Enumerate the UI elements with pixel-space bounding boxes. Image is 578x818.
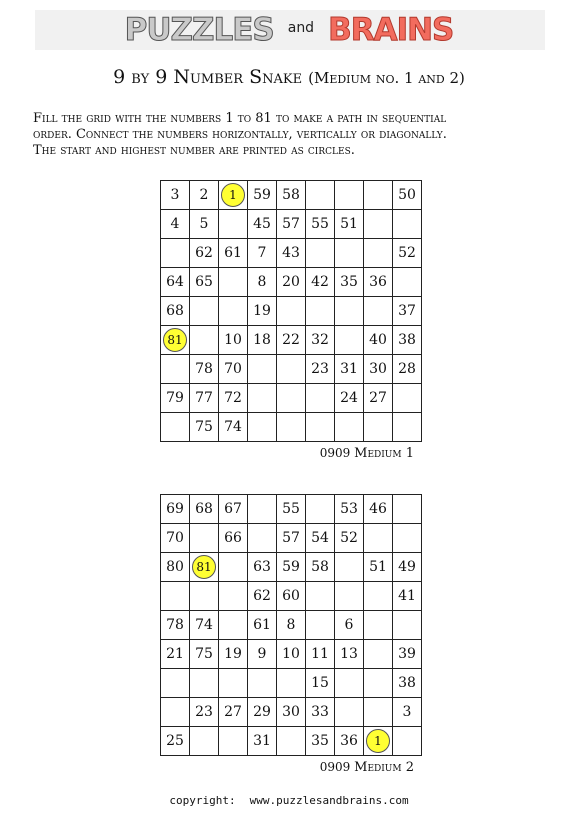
grid-cell-given[interactable]: 38 [393, 326, 422, 355]
grid-cell-given[interactable]: 49 [393, 553, 422, 582]
grid-cell-empty[interactable] [219, 611, 248, 640]
grid-cell-empty[interactable] [190, 524, 219, 553]
grid-cell-given[interactable]: 59 [248, 181, 277, 210]
grid-cell-empty[interactable] [393, 384, 422, 413]
grid-cell-empty[interactable] [306, 181, 335, 210]
site-logo [0, 12, 578, 48]
grid-cell-given[interactable]: 37 [393, 297, 422, 326]
grid-cell-empty[interactable] [277, 669, 306, 698]
copyright-label: copyright: [169, 794, 236, 807]
grid-cell-empty[interactable] [161, 669, 190, 698]
grid-cell-given[interactable]: 13 [335, 640, 364, 669]
grid-cell-empty[interactable] [248, 384, 277, 413]
logo-word-puzzles: PUZZLES [124, 12, 274, 48]
grid-cell-given[interactable]: 50 [393, 181, 422, 210]
grid-cell-given[interactable]: 5 [190, 210, 219, 239]
grid-cell-given[interactable]: 11 [306, 640, 335, 669]
grid-cell-given[interactable]: 2 [190, 181, 219, 210]
grid-cell-given[interactable]: 75 [190, 413, 219, 442]
puzzle-grid-medium-1 [160, 180, 422, 442]
grid-cell-empty[interactable] [335, 413, 364, 442]
grid-cell-given[interactable]: 41 [393, 582, 422, 611]
grid-cell-given[interactable]: 10 [219, 326, 248, 355]
grid-cell-given[interactable]: 72 [219, 384, 248, 413]
grid-cell-empty[interactable] [306, 582, 335, 611]
grid-cell-given[interactable]: 22 [277, 326, 306, 355]
grid-cell-given[interactable]: 77 [190, 384, 219, 413]
grid-cell-given[interactable]: 3 [161, 181, 190, 210]
grid-cell-given[interactable]: 46 [364, 495, 393, 524]
grid-cell-empty[interactable] [364, 640, 393, 669]
grid-row [161, 239, 422, 268]
grid-cell-empty[interactable] [190, 727, 219, 756]
grid-cell-empty[interactable] [161, 698, 190, 727]
grid-cell-given[interactable]: 18 [248, 326, 277, 355]
grid-cell-given[interactable]: 23 [190, 698, 219, 727]
grid-cell-given[interactable]: 63 [248, 553, 277, 582]
grid-cell-empty[interactable] [335, 181, 364, 210]
grid-cell-empty[interactable] [393, 268, 422, 297]
grid-row [161, 698, 422, 727]
grid-cell-given[interactable]: 79 [161, 384, 190, 413]
grid-cell-given[interactable]: 27 [219, 698, 248, 727]
grid-cell-given[interactable]: 64 [161, 268, 190, 297]
grid-cell-given[interactable]: 69 [161, 495, 190, 524]
grid-cell-empty[interactable] [335, 297, 364, 326]
grid-cell-empty[interactable] [161, 413, 190, 442]
grid-row [161, 413, 422, 442]
grid-cell-empty[interactable] [248, 524, 277, 553]
grid-cell-empty[interactable] [393, 611, 422, 640]
grid-cell-given[interactable]: 42 [306, 268, 335, 297]
grid-cell-empty[interactable] [393, 727, 422, 756]
grid-cell-empty[interactable] [393, 413, 422, 442]
grid-cell-empty[interactable] [277, 355, 306, 384]
website-link[interactable]: www.puzzlesandbrains.com [249, 794, 409, 807]
grid-cell-given[interactable]: 57 [277, 524, 306, 553]
grid-cell-circled[interactable] [364, 727, 393, 756]
grid-cell-empty[interactable] [364, 582, 393, 611]
grid-row [161, 384, 422, 413]
grid-cell-given[interactable]: 36 [335, 727, 364, 756]
grid-cell-given[interactable]: 31 [335, 355, 364, 384]
grid-cell-given[interactable]: 25 [161, 727, 190, 756]
grid-cell-empty[interactable] [306, 495, 335, 524]
grid-cell-given[interactable]: 24 [335, 384, 364, 413]
grid-cell-given[interactable]: 39 [393, 640, 422, 669]
grid-cell-given[interactable]: 61 [219, 239, 248, 268]
grid-cell-empty[interactable] [306, 297, 335, 326]
puzzle-caption-medium-1 [0, 446, 414, 461]
grid-row [161, 524, 422, 553]
grid-cell-given[interactable]: 35 [306, 727, 335, 756]
grid-cell-empty[interactable] [335, 698, 364, 727]
grid-cell-empty[interactable] [364, 413, 393, 442]
grid-row [161, 553, 422, 582]
grid-cell-empty[interactable] [364, 239, 393, 268]
puzzle-code: 0909 [319, 446, 351, 460]
grid-cell-empty[interactable] [248, 355, 277, 384]
grid-cell-empty[interactable] [190, 326, 219, 355]
grid-cell-given[interactable]: 55 [277, 495, 306, 524]
grid-cell-given[interactable]: 57 [277, 210, 306, 239]
circled-number: 81 [192, 555, 216, 579]
grid-cell-given[interactable]: 62 [190, 239, 219, 268]
grid-row [161, 727, 422, 756]
grid-cell-given[interactable]: 74 [219, 413, 248, 442]
grid-cell-empty[interactable] [277, 727, 306, 756]
circled-number: 1 [366, 729, 390, 753]
grid-row [161, 669, 422, 698]
grid-cell-given[interactable]: 29 [248, 698, 277, 727]
grid-cell-empty[interactable] [306, 413, 335, 442]
puzzle-code: 0909 [319, 760, 351, 774]
grid-cell-given[interactable]: 15 [306, 669, 335, 698]
grid-cell-empty[interactable] [161, 239, 190, 268]
grid-cell-empty[interactable] [364, 297, 393, 326]
puzzle-grid-medium-2 [160, 494, 422, 756]
grid-cell-given[interactable]: 7 [248, 239, 277, 268]
grid-cell-given[interactable]: 23 [306, 355, 335, 384]
grid-cell-given[interactable]: 8 [277, 611, 306, 640]
grid-cell-empty[interactable] [393, 524, 422, 553]
grid-cell-given[interactable]: 8 [248, 268, 277, 297]
grid-cell-given[interactable]: 28 [393, 355, 422, 384]
instruction-line: Fill the grid with the numbers 1 to 81 to make a path in sequential [33, 111, 447, 126]
puzzle-level: Medium 1 [354, 446, 414, 461]
grid-cell-given[interactable]: 54 [306, 524, 335, 553]
page-title [0, 66, 578, 88]
grid-cell-empty[interactable] [364, 210, 393, 239]
grid-cell-given[interactable]: 36 [364, 268, 393, 297]
grid-cell-empty[interactable] [219, 669, 248, 698]
grid-cell-given[interactable]: 66 [219, 524, 248, 553]
grid-cell-empty[interactable] [248, 495, 277, 524]
grid-cell-given[interactable]: 70 [161, 524, 190, 553]
grid-cell-empty[interactable] [306, 239, 335, 268]
grid-cell-empty[interactable] [248, 669, 277, 698]
grid-cell-given[interactable]: 53 [335, 495, 364, 524]
grid-cell-given[interactable]: 68 [190, 495, 219, 524]
grid-cell-empty[interactable] [306, 611, 335, 640]
grid-cell-given[interactable]: 31 [248, 727, 277, 756]
copyright-footer [0, 794, 578, 807]
grid-cell-given[interactable]: 55 [306, 210, 335, 239]
grid-row [161, 181, 422, 210]
grid-cell-given[interactable]: 78 [190, 355, 219, 384]
grid-cell-given[interactable]: 40 [364, 326, 393, 355]
grid-cell-given[interactable]: 27 [364, 384, 393, 413]
grid-cell-empty[interactable] [219, 268, 248, 297]
grid-cell-given[interactable]: 30 [277, 698, 306, 727]
grid-cell-given[interactable]: 60 [277, 582, 306, 611]
puzzle-caption-medium-2 [0, 760, 414, 775]
instruction-line: The start and highest number are printed as circles. [33, 143, 355, 158]
grid-cell-empty[interactable] [335, 582, 364, 611]
grid-cell-given[interactable]: 70 [219, 355, 248, 384]
grid-cell-given[interactable]: 59 [277, 553, 306, 582]
grid-cell-given[interactable]: 4 [161, 210, 190, 239]
grid-row [161, 582, 422, 611]
grid-cell-given[interactable]: 74 [190, 611, 219, 640]
grid-cell-given[interactable]: 62 [248, 582, 277, 611]
grid-cell-empty[interactable] [248, 413, 277, 442]
grid-cell-given[interactable]: 45 [248, 210, 277, 239]
grid-cell-empty[interactable] [277, 297, 306, 326]
grid-cell-empty[interactable] [219, 727, 248, 756]
grid-cell-empty[interactable] [306, 384, 335, 413]
grid-row [161, 611, 422, 640]
grid-cell-given[interactable]: 67 [219, 495, 248, 524]
grid-cell-given[interactable]: 43 [277, 239, 306, 268]
grid-cell-empty[interactable] [335, 669, 364, 698]
grid-cell-empty[interactable] [364, 669, 393, 698]
grid-row [161, 640, 422, 669]
grid-cell-empty[interactable] [335, 326, 364, 355]
grid-cell-given[interactable]: 19 [219, 640, 248, 669]
grid-cell-given[interactable]: 51 [364, 553, 393, 582]
instruction-line: order. Connect the numbers horizontally, vertically or diagonally. [33, 127, 447, 142]
grid-cell-circled[interactable] [161, 326, 190, 355]
grid-cell-empty[interactable] [190, 669, 219, 698]
grid-cell-given[interactable]: 35 [335, 268, 364, 297]
grid-cell-empty[interactable] [364, 611, 393, 640]
grid-cell-circled[interactable] [190, 553, 219, 582]
grid-cell-empty[interactable] [190, 582, 219, 611]
grid-cell-given[interactable]: 65 [190, 268, 219, 297]
grid-row [161, 297, 422, 326]
logo-word-brains: BRAINS [328, 12, 454, 48]
grid-cell-given[interactable]: 80 [161, 553, 190, 582]
grid-cell-given[interactable]: 38 [393, 669, 422, 698]
grid-cell-empty[interactable] [393, 495, 422, 524]
grid-cell-empty[interactable] [364, 698, 393, 727]
grid-cell-empty[interactable] [219, 553, 248, 582]
grid-cell-empty[interactable] [277, 384, 306, 413]
grid-cell-given[interactable]: 75 [190, 640, 219, 669]
circled-number: 81 [163, 328, 187, 352]
grid-cell-empty[interactable] [161, 355, 190, 384]
grid-cell-empty[interactable] [190, 297, 219, 326]
grid-cell-given[interactable]: 9 [248, 640, 277, 669]
grid-cell-empty[interactable] [161, 582, 190, 611]
logo-word-and: and [287, 20, 315, 36]
puzzle-level: Medium 2 [354, 760, 414, 775]
grid-cell-given[interactable]: 6 [335, 611, 364, 640]
grid-cell-empty[interactable] [277, 413, 306, 442]
grid-cell-given[interactable]: 19 [248, 297, 277, 326]
instructions [33, 111, 553, 159]
grid-cell-given[interactable]: 30 [364, 355, 393, 384]
grid-row [161, 210, 422, 239]
grid-cell-given[interactable]: 52 [335, 524, 364, 553]
grid-row [161, 326, 422, 355]
title-subtitle: (Medium no. 1 and 2) [308, 69, 465, 87]
grid-cell-given[interactable]: 58 [277, 181, 306, 210]
grid-row [161, 268, 422, 297]
circled-number: 1 [221, 183, 245, 207]
grid-cell-given[interactable]: 3 [393, 698, 422, 727]
grid-cell-given[interactable]: 10 [277, 640, 306, 669]
grid-cell-given[interactable]: 21 [161, 640, 190, 669]
grid-cell-given[interactable]: 58 [306, 553, 335, 582]
grid-cell-empty[interactable] [364, 181, 393, 210]
grid-cell-given[interactable]: 20 [277, 268, 306, 297]
title-main: 9 by 9 Number Snake [113, 66, 303, 88]
grid-cell-empty[interactable] [219, 210, 248, 239]
grid-cell-empty[interactable] [219, 582, 248, 611]
grid-cell-given[interactable]: 68 [161, 297, 190, 326]
grid-cell-given[interactable]: 52 [393, 239, 422, 268]
grid-row [161, 355, 422, 384]
grid-row [161, 495, 422, 524]
grid-cell-empty[interactable] [364, 524, 393, 553]
grid-cell-given[interactable]: 33 [306, 698, 335, 727]
grid-cell-given[interactable]: 51 [335, 210, 364, 239]
grid-cell-empty[interactable] [335, 553, 364, 582]
grid-cell-given[interactable]: 32 [306, 326, 335, 355]
grid-cell-empty[interactable] [393, 210, 422, 239]
grid-cell-empty[interactable] [219, 297, 248, 326]
grid-cell-given[interactable]: 61 [248, 611, 277, 640]
grid-cell-given[interactable]: 78 [161, 611, 190, 640]
grid-cell-circled[interactable] [219, 181, 248, 210]
grid-cell-empty[interactable] [335, 239, 364, 268]
